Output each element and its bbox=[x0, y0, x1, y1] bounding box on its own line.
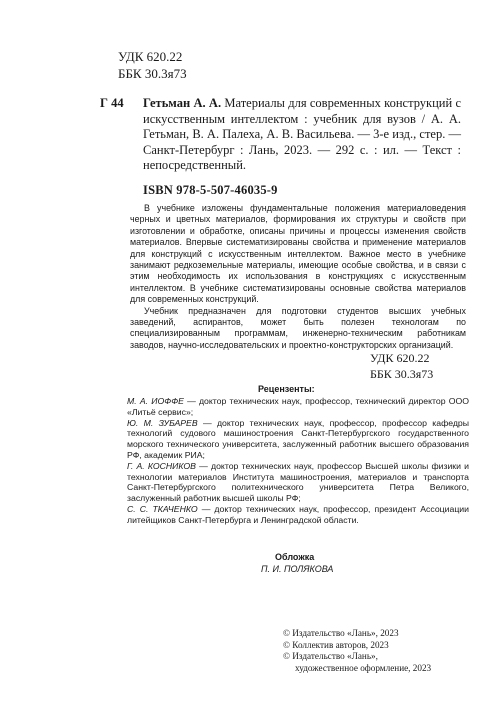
reviewer-description: — доктор технических наук, профессор, профессор кафедры технологий судового машиностроения Санкт-Петербургского государственного морского технического университета, заслуженный работник высшего образования РФ, академик РИА; bbox=[127, 417, 469, 460]
author-mark: Г 44 bbox=[100, 96, 124, 110]
reviewer-name: Г. А. КОСНИКОВ bbox=[127, 460, 196, 471]
reviewer-name: Ю. М. ЗУБАРЕВ bbox=[127, 417, 198, 428]
isbn: ISBN 978-5-507-46035-9 bbox=[143, 183, 278, 197]
reviewer-description: — доктор технических наук, профессор Высшей школы физики и технологии материалов Института машиностроения, материалов и транспорта Санкт-Петербургского политехнического университета Петра Великого, заслуженный работник высшей школы РФ; bbox=[127, 460, 469, 504]
copyright-line: © Коллектив авторов, 2023 bbox=[283, 639, 389, 650]
reviewer-item bbox=[127, 418, 469, 461]
classification-bottom bbox=[370, 350, 433, 382]
abstract-paragraph-2: Учебник предназначен для подготовки студентов высших учебных заведений, аспирантов, может быть полезен технологам по специализированным программам, инженерно-техническим работникам заводов, научно-исследовательских и проектно-конструкторских организаций. bbox=[130, 305, 466, 350]
reviewer-name: М. А. ИОФФЕ bbox=[127, 396, 184, 406]
udk-code: УДК 620.22 bbox=[118, 49, 183, 64]
abstract-paragraph-1: В учебнике изложены фундаментальные положения материаловедения черных и цветных материалов, формирования их структуры и свойств при изготовлении и обработке, описаны причины и процессы изменения свойств материалов. Впервые систематизированы свойства и применение материалов для конструкций с искусственным интеллектом. Важное место в учебнике занимают редкоземельные материалы, имеющие особые свойства, и в связи с этим необходимость их использования в конструкциях с искусственным интеллектом. В учебнике систематизированы основные свойства материалов для современных конструкций. bbox=[130, 203, 466, 305]
copyright-line: © Издательство «Лань», bbox=[283, 651, 378, 661]
reviewer-item bbox=[127, 504, 469, 526]
cover-designer: П. И. ПОЛЯКОВА bbox=[261, 564, 334, 574]
author-name: Гетьман А. А. bbox=[143, 96, 222, 110]
bibliographic-record bbox=[143, 96, 461, 174]
reviewers-list bbox=[127, 396, 469, 526]
bbk-code: ББК 30.3я73 bbox=[118, 66, 187, 81]
bbk-code-bottom: ББК 30.3я73 bbox=[370, 367, 434, 381]
reviewer-item bbox=[127, 396, 469, 418]
reviewer-description: — доктор технических наук, профессор, технический директор ООО «Литьё сервис»; bbox=[127, 396, 469, 417]
abstract bbox=[130, 203, 466, 351]
reviewer-name: С. С. ТКАЧЕНКО bbox=[127, 503, 198, 514]
cover-title: Обложка bbox=[275, 552, 315, 562]
udk-code-bottom: УДК 620.22 bbox=[370, 351, 430, 365]
reviewers-title: Рецензенты: bbox=[258, 384, 315, 394]
copyright-line: художественное оформление, 2023 bbox=[295, 662, 432, 673]
copyright-line: © Издательство «Лань», 2023 bbox=[283, 628, 399, 638]
classification-top bbox=[118, 48, 187, 82]
record-text: Материалы для современных конструкций с искусственным интеллектом : учебник для вузов / А. А. Гетьман, В. А. Палеха, А. В. Васильева. — 3-е изд., стер. — Санкт-Петербург : Лань, 2023. — 292 с. : ил. — Текст : непосредственный. bbox=[143, 96, 462, 172]
reviewer-item bbox=[127, 461, 469, 504]
reviewer-description: — доктор технических наук, профессор, президент Ассоциации литейщиков Санкт-Петербурга и Ленинградской области. bbox=[127, 503, 469, 525]
copyright-block bbox=[283, 628, 431, 674]
